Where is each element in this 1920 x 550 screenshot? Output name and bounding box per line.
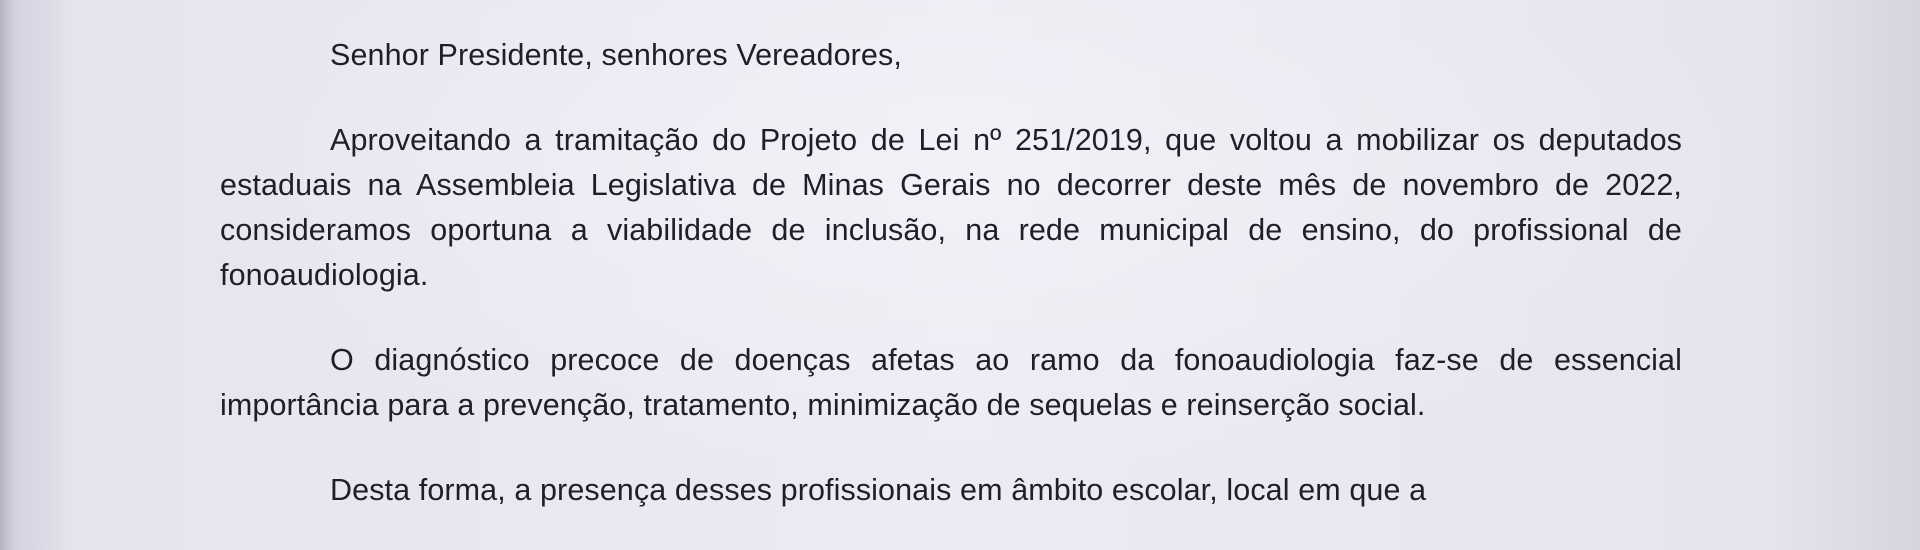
paragraph-presenca-profissionais: Desta forma, a presença desses profissionais em âmbito escolar, local em que a — [330, 473, 1427, 507]
letter-body — [220, 33, 1682, 550]
salutation: Senhor Presidente, senhores Vereadores, — [330, 38, 902, 72]
paragraph-diagnostico: O diagnóstico precoce de doenças afetas ao ramo da fonoaudiologia faz-se de essencial importância para a prevenção, tratamento, minimização de sequelas e reinserção social. — [220, 343, 1682, 422]
paragraph-projeto-de-lei: Aproveitando a tramitação do Projeto de Lei nº 251/2019, que voltou a mobilizar os deputados estaduais na Assembleia Legislativa de Minas Gerais no decorrer deste mês de novembro de 2022, consideramos oportuna a viabilidade de inclusão, na rede municipal de ensino, do profissional de fonoaudiologia. — [220, 123, 1682, 292]
